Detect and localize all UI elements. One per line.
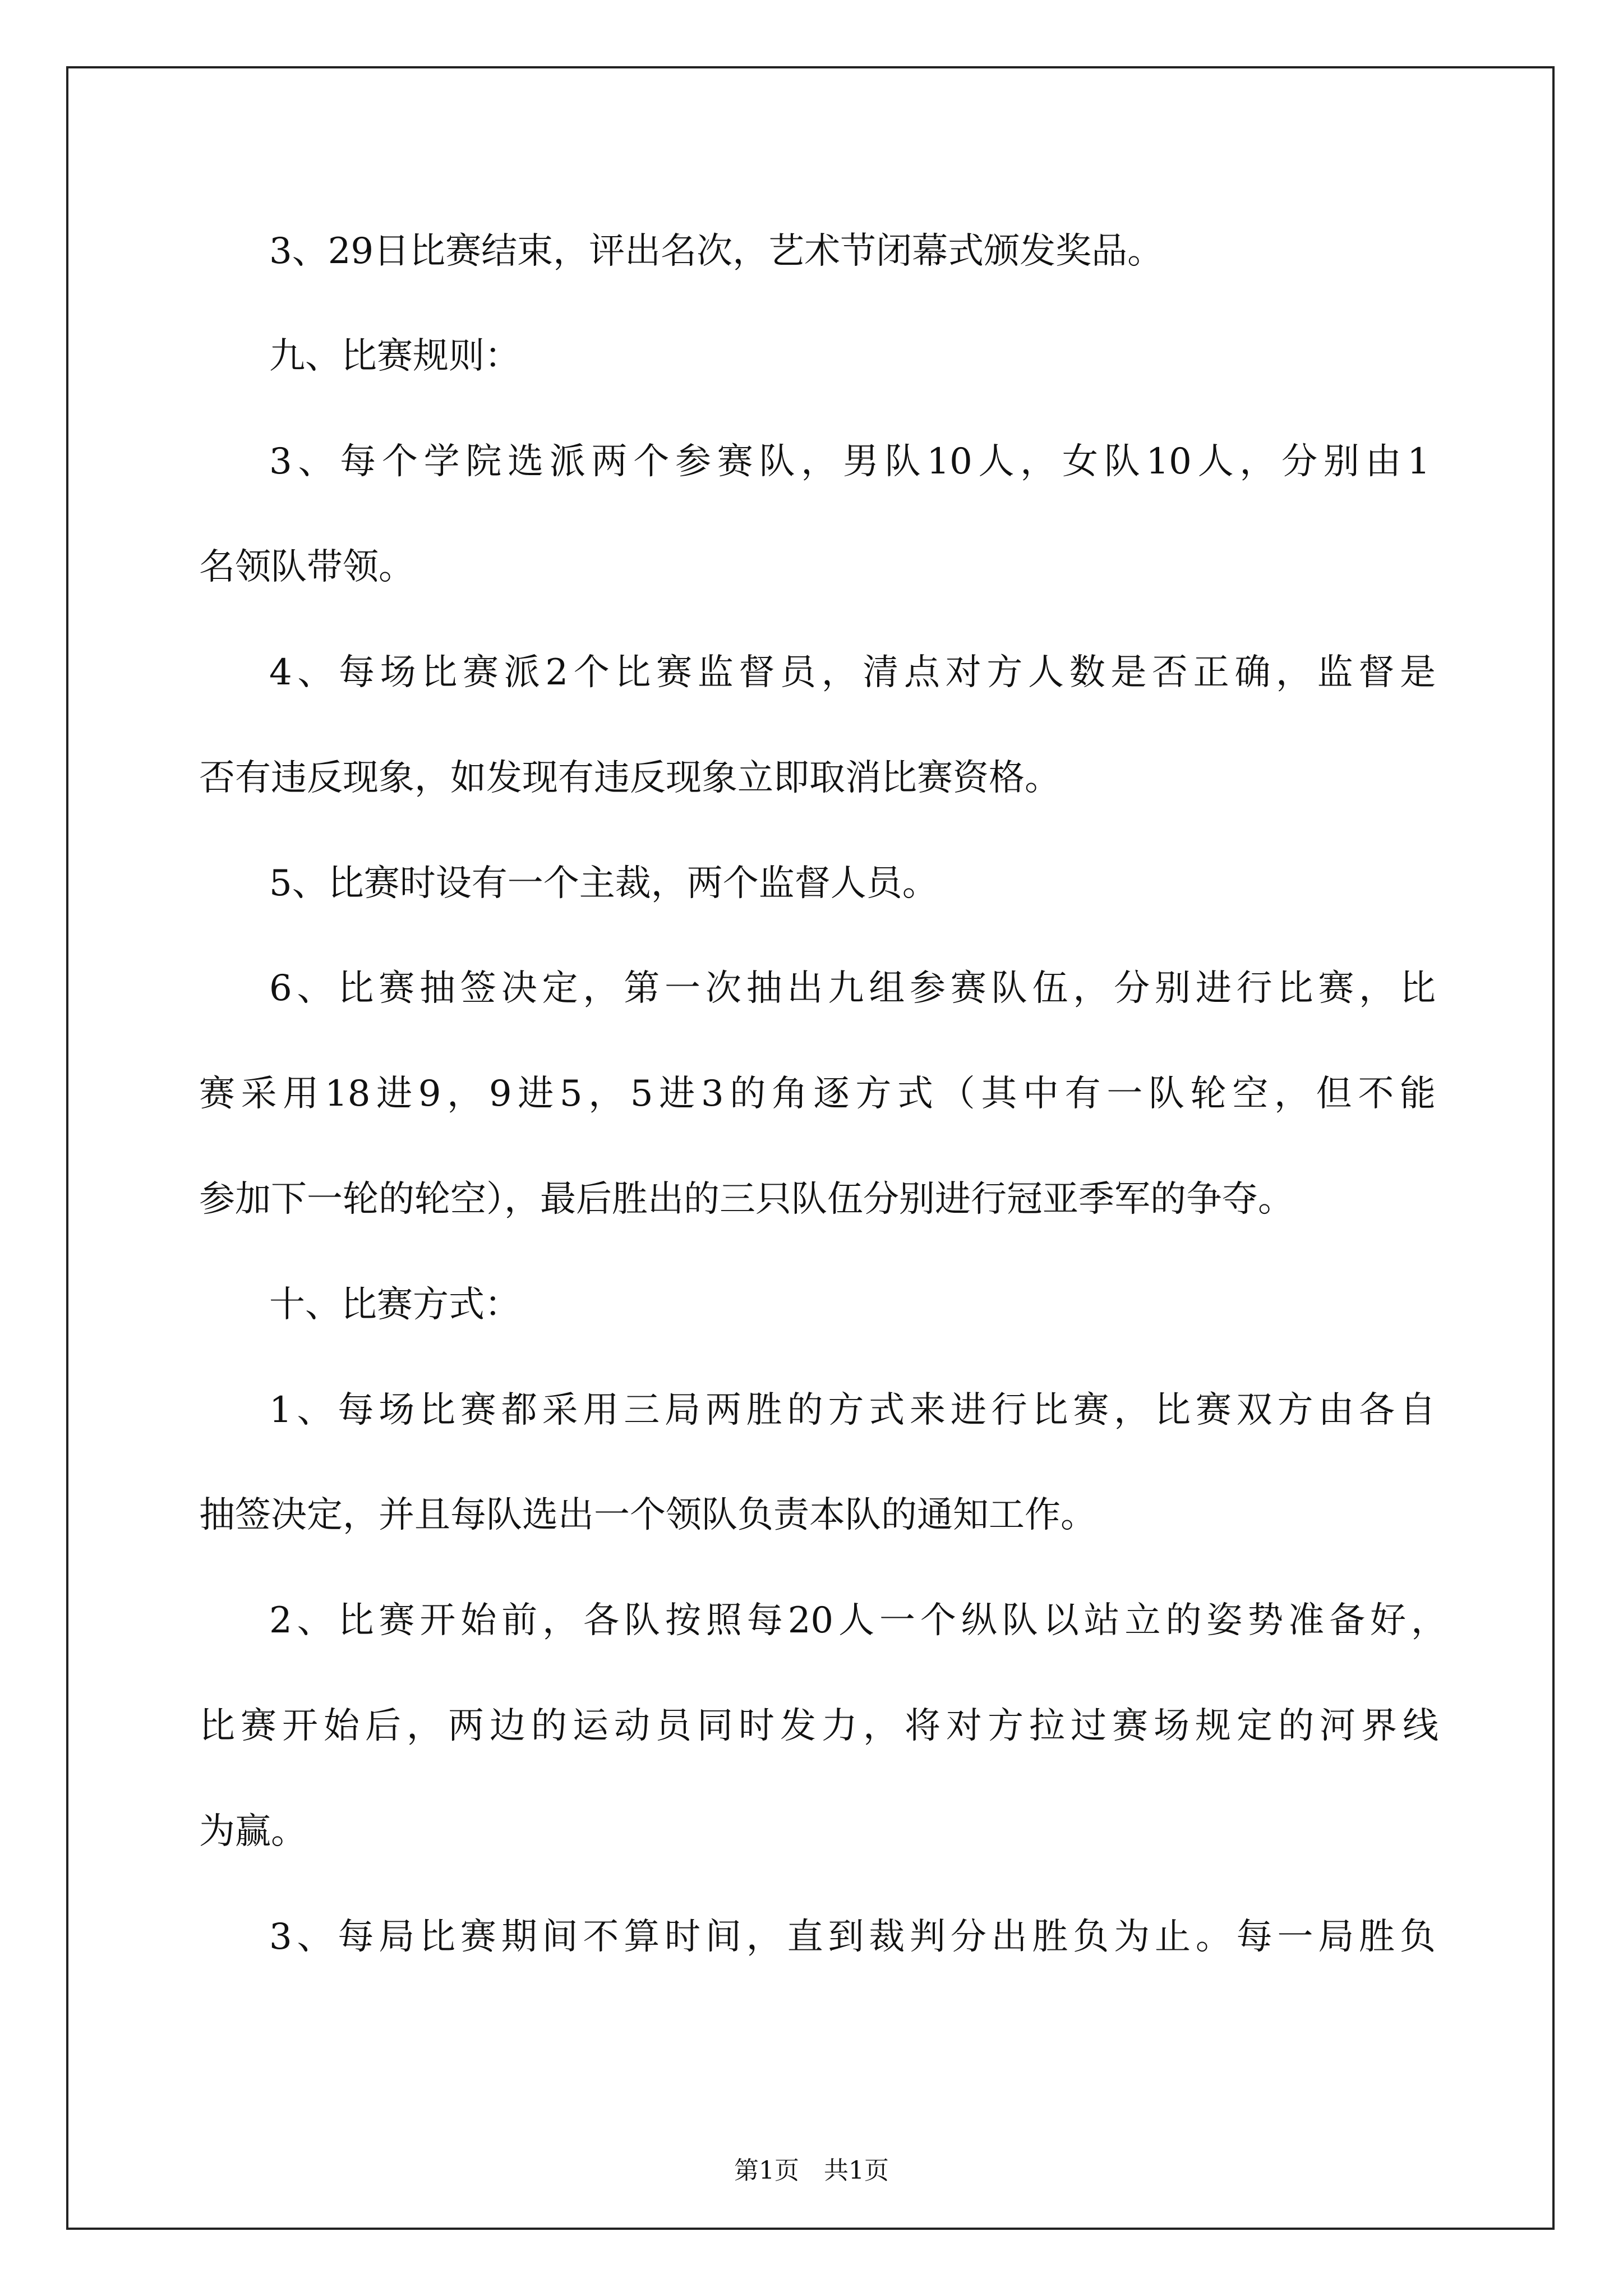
paragraph-line: 4、每场比赛派2个比赛监督员，清点对方人数是否正确，监督是 bbox=[269, 652, 1436, 693]
section-heading: 九、比赛规则： bbox=[269, 335, 520, 377]
paragraph-line: 抽签决定，并且每队选出一个领队负责本队的通知工作。 bbox=[199, 1494, 1096, 1536]
paragraph-line: 3、29日比赛结束，评出名次，艺术节闭幕式颁发奖品。 bbox=[269, 231, 1164, 272]
section-heading: 十、比赛方式： bbox=[269, 1284, 520, 1326]
paragraph-line: 否有违反现象，如发现有违反现象立即取消比赛资格。 bbox=[199, 757, 1061, 799]
page-border bbox=[66, 66, 1555, 2230]
paragraph-line: 赛采用18进9，9进5，5进3的角逐方式（其中有一队轮空，但不能 bbox=[199, 1073, 1436, 1115]
page-number-footer: 第1页 共1页 bbox=[734, 2156, 889, 2185]
paragraph-line: 6、比赛抽签决定，第一次抽出九组参赛队伍，分别进行比赛，比 bbox=[269, 968, 1436, 1009]
paragraph-line: 参加下一轮的轮空），最后胜出的三只队伍分别进行冠亚季军的争夺。 bbox=[199, 1179, 1294, 1220]
paragraph-line: 3、每个学院选派两个参赛队，男队10人，女队10人，分别由1 bbox=[269, 441, 1430, 482]
paragraph-line: 名领队带领。 bbox=[199, 546, 414, 588]
paragraph-line: 5、比赛时设有一个主裁，两个监督人员。 bbox=[269, 863, 938, 904]
paragraph-line: 1、每场比赛都采用三局两胜的方式来进行比赛，比赛双方由各自 bbox=[269, 1389, 1436, 1431]
paragraph-line: 2、比赛开始前，各队按照每20人一个纵队以站立的姿势准备好， bbox=[269, 1600, 1447, 1641]
paragraph-line: 比赛开始后，两边的运动员同时发力，将对方拉过赛场规定的河界线 bbox=[199, 1705, 1438, 1747]
paragraph-line: 3、每局比赛期间不算时间，直到裁判分出胜负为止。每一局胜负 bbox=[269, 1916, 1436, 1958]
paragraph-line: 为赢。 bbox=[199, 1811, 307, 1852]
